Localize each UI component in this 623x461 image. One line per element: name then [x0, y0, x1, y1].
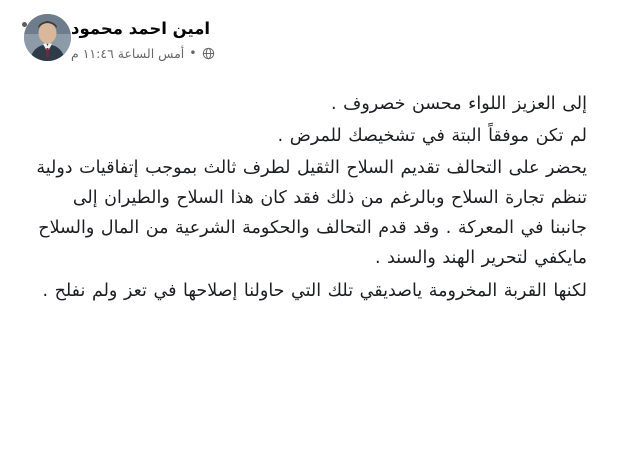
post-header — [0, 0, 623, 63]
post-meta — [71, 46, 215, 61]
post-timestamp[interactable]: أمس الساعة ١١:٤٦ م — [71, 45, 185, 61]
post-author-name[interactable]: امين احمد محمود — [71, 19, 211, 39]
globe-icon[interactable] — [202, 47, 215, 60]
avatar[interactable] — [24, 14, 71, 61]
post-paragraph-2: لم تكن موفقاً البتة في تشخيصك للمرض . — [277, 126, 587, 147]
post-paragraph-3: يحضر على التحالف تقديم السلاح الثقيل لطرف ثالث بموجب إتفاقيات دولية تنظم تجارة السلاح وبالرغم من ذلك فقد كان هذا السلاح والطيران إلى جانبنا في المعركة . وقد قدم التحالف والحكومة الشرعية من المال والسلاح مايكفي لتحرير الهند والسند . — [36, 158, 587, 269]
meta-separator: • — [189, 44, 197, 60]
avatar-photo — [24, 14, 71, 61]
post-paragraph-4: لكنها القربة المخرومة ياصديقي تلك التي حاولنا إصلاحها في تعز ولم نفلح . — [42, 280, 587, 301]
post-paragraph-1: إلى العزيز اللواء محسن خصروف . — [331, 94, 587, 114]
post-header-text — [71, 14, 215, 63]
post-body — [0, 63, 623, 306]
